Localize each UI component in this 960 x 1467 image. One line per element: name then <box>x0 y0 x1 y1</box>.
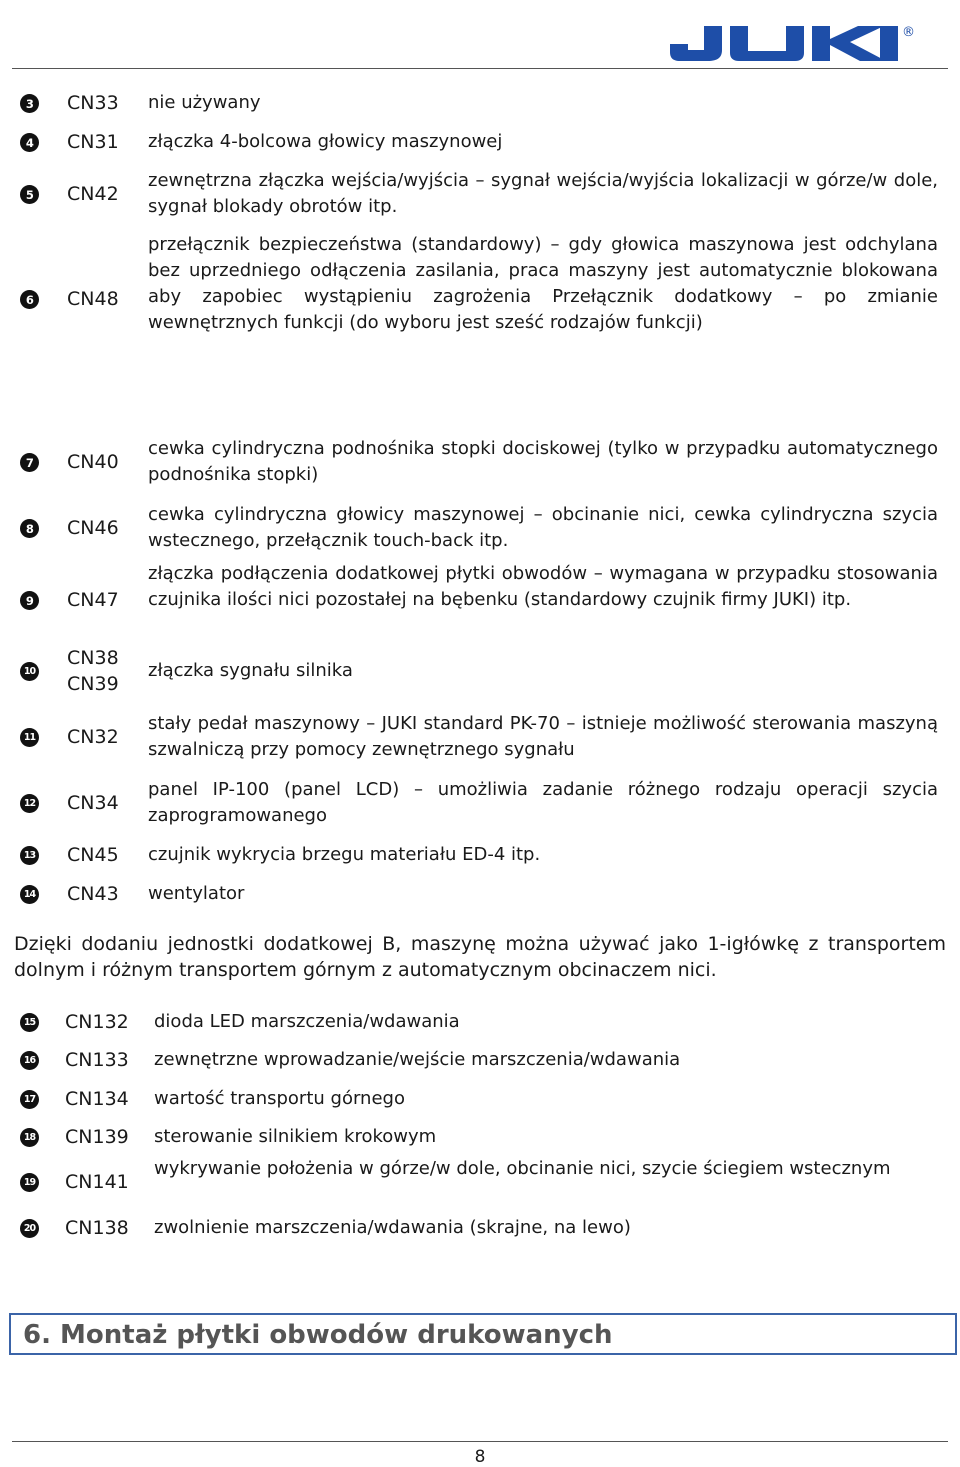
connector-code: CN34 <box>67 792 119 814</box>
connector-description: wentylator <box>148 883 245 904</box>
number-badge: 4 <box>20 133 39 152</box>
section-heading-box <box>9 1313 957 1355</box>
connector-description: zewnętrzne wprowadzanie/wejście marszczenia/wdawania <box>154 1049 681 1070</box>
connector-description: wartość transportu górnego <box>154 1088 405 1109</box>
number-badge: 6 <box>20 290 39 309</box>
connector-description: złączka sygnału silnika <box>148 660 353 681</box>
connector-description: cewka cylindryczna głowicy maszynowej – obcinanie nici, cewka cylindryczna szycia wstecznego, przełącznik touch-back itp. <box>148 504 938 551</box>
connector-description: cewka cylindryczna podnośnika stopki dociskowej (tylko w przypadku automatycznego podnośnika stopki) <box>148 438 938 485</box>
connector-code: CN33 <box>67 92 119 114</box>
number-badge: 12 <box>20 794 39 813</box>
number-badge: 5 <box>20 185 39 204</box>
number-badge: 15 <box>20 1013 39 1032</box>
connector-code: CN45 <box>67 844 119 866</box>
connector-description: złączka podłączenia dodatkowej płytki obwodów – wymagana w przypadku stosowania czujnika ilości nici pozostałej na bębenku (standardowy czujnik firmy JUKI) itp. <box>148 563 938 610</box>
number-badge: 3 <box>20 94 39 113</box>
connector-code: CN47 <box>67 589 119 611</box>
connector-code: CN133 <box>65 1049 129 1071</box>
number-badge: 8 <box>20 519 39 538</box>
connector-description: stały pedał maszynowy – JUKI standard PK-70 – istnieje możliwość sterowania maszyną szwalniczą przy pomocy zewnętrznego sygnału <box>148 713 938 760</box>
connector-description: czujnik wykrycia brzegu materiału ED-4 itp. <box>148 844 541 865</box>
connector-code: CN48 <box>67 288 119 310</box>
number-badge: 10 <box>20 662 39 681</box>
number-badge: 16 <box>20 1051 39 1070</box>
connector-description: sterowanie silnikiem krokowym <box>154 1126 437 1147</box>
connector-description: złączka 4-bolcowa głowicy maszynowej <box>148 131 503 152</box>
registered-mark: ® <box>902 25 915 40</box>
connector-code: CN139 <box>65 1126 129 1148</box>
connector-code: CN138 <box>65 1217 129 1239</box>
connector-description: panel IP-100 (panel LCD) – umożliwia zadanie różnego rodzaju operacji szycia zaprogramowanego <box>148 779 938 826</box>
connector-code: CN134 <box>65 1088 129 1110</box>
connector-description: nie używany <box>148 92 261 113</box>
number-badge: 14 <box>20 885 39 904</box>
connector-code: CN43 <box>67 883 119 905</box>
section-title: 6. Montaż płytki obwodów drukowanych <box>23 1320 613 1350</box>
header-rule <box>12 68 948 69</box>
connector-description: przełącznik bezpieczeństwa (standardowy) – gdy głowica maszynowa jest odchylana bez uprzedniego odłączenia zasilania, praca maszyny jest automatycznie blokowana aby zapobiec wystąpieniu zagrożenia Przełącznik dodatkowy – po zmianie wewnętrznych funkcji (do wyboru jest sześć rodzajów funkcji) <box>148 234 938 333</box>
number-badge: 9 <box>20 591 39 610</box>
connector-code: CN38 <box>67 647 119 669</box>
footer-rule <box>12 1441 948 1442</box>
connector-description: zwolnienie marszczenia/wdawania (skrajne, na lewo) <box>154 1217 631 1238</box>
connector-code: CN42 <box>67 183 119 205</box>
connector-code: CN31 <box>67 131 119 153</box>
number-badge: 20 <box>20 1219 39 1238</box>
connector-code: CN46 <box>67 517 119 539</box>
connector-code: CN132 <box>65 1011 129 1033</box>
juki-logo-graphic <box>668 22 918 64</box>
number-badge: 7 <box>20 453 39 472</box>
number-badge: 11 <box>20 728 39 747</box>
number-badge: 13 <box>20 846 39 865</box>
number-badge: 19 <box>20 1173 39 1192</box>
number-badge: 18 <box>20 1128 39 1147</box>
connector-code: CN40 <box>67 451 119 473</box>
number-badge: 17 <box>20 1090 39 1109</box>
connector-code: CN32 <box>67 726 119 748</box>
connector-code: CN141 <box>65 1171 129 1193</box>
connector-description: zewnętrzna złączka wejścia/wyjścia – sygnał wejścia/wyjścia lokalizacji w górze/w dole, sygnał blokady obrotów itp. <box>148 170 938 217</box>
body-paragraph: Dzięki dodaniu jednostki dodatkowej B, maszynę można używać jako 1-igłówkę z transportem dolnym i różnym transportem górnym z automatycznym obcinaczem nici. <box>14 933 946 981</box>
juki-logo <box>668 22 918 68</box>
connector-description: wykrywanie położenia w górze/w dole, obcinanie nici, szycie ściegiem wstecznym <box>154 1158 891 1179</box>
connector-description: dioda LED marszczenia/wdawania <box>154 1011 460 1032</box>
page-number: 8 <box>474 1447 486 1467</box>
connector-code: CN39 <box>67 673 119 695</box>
